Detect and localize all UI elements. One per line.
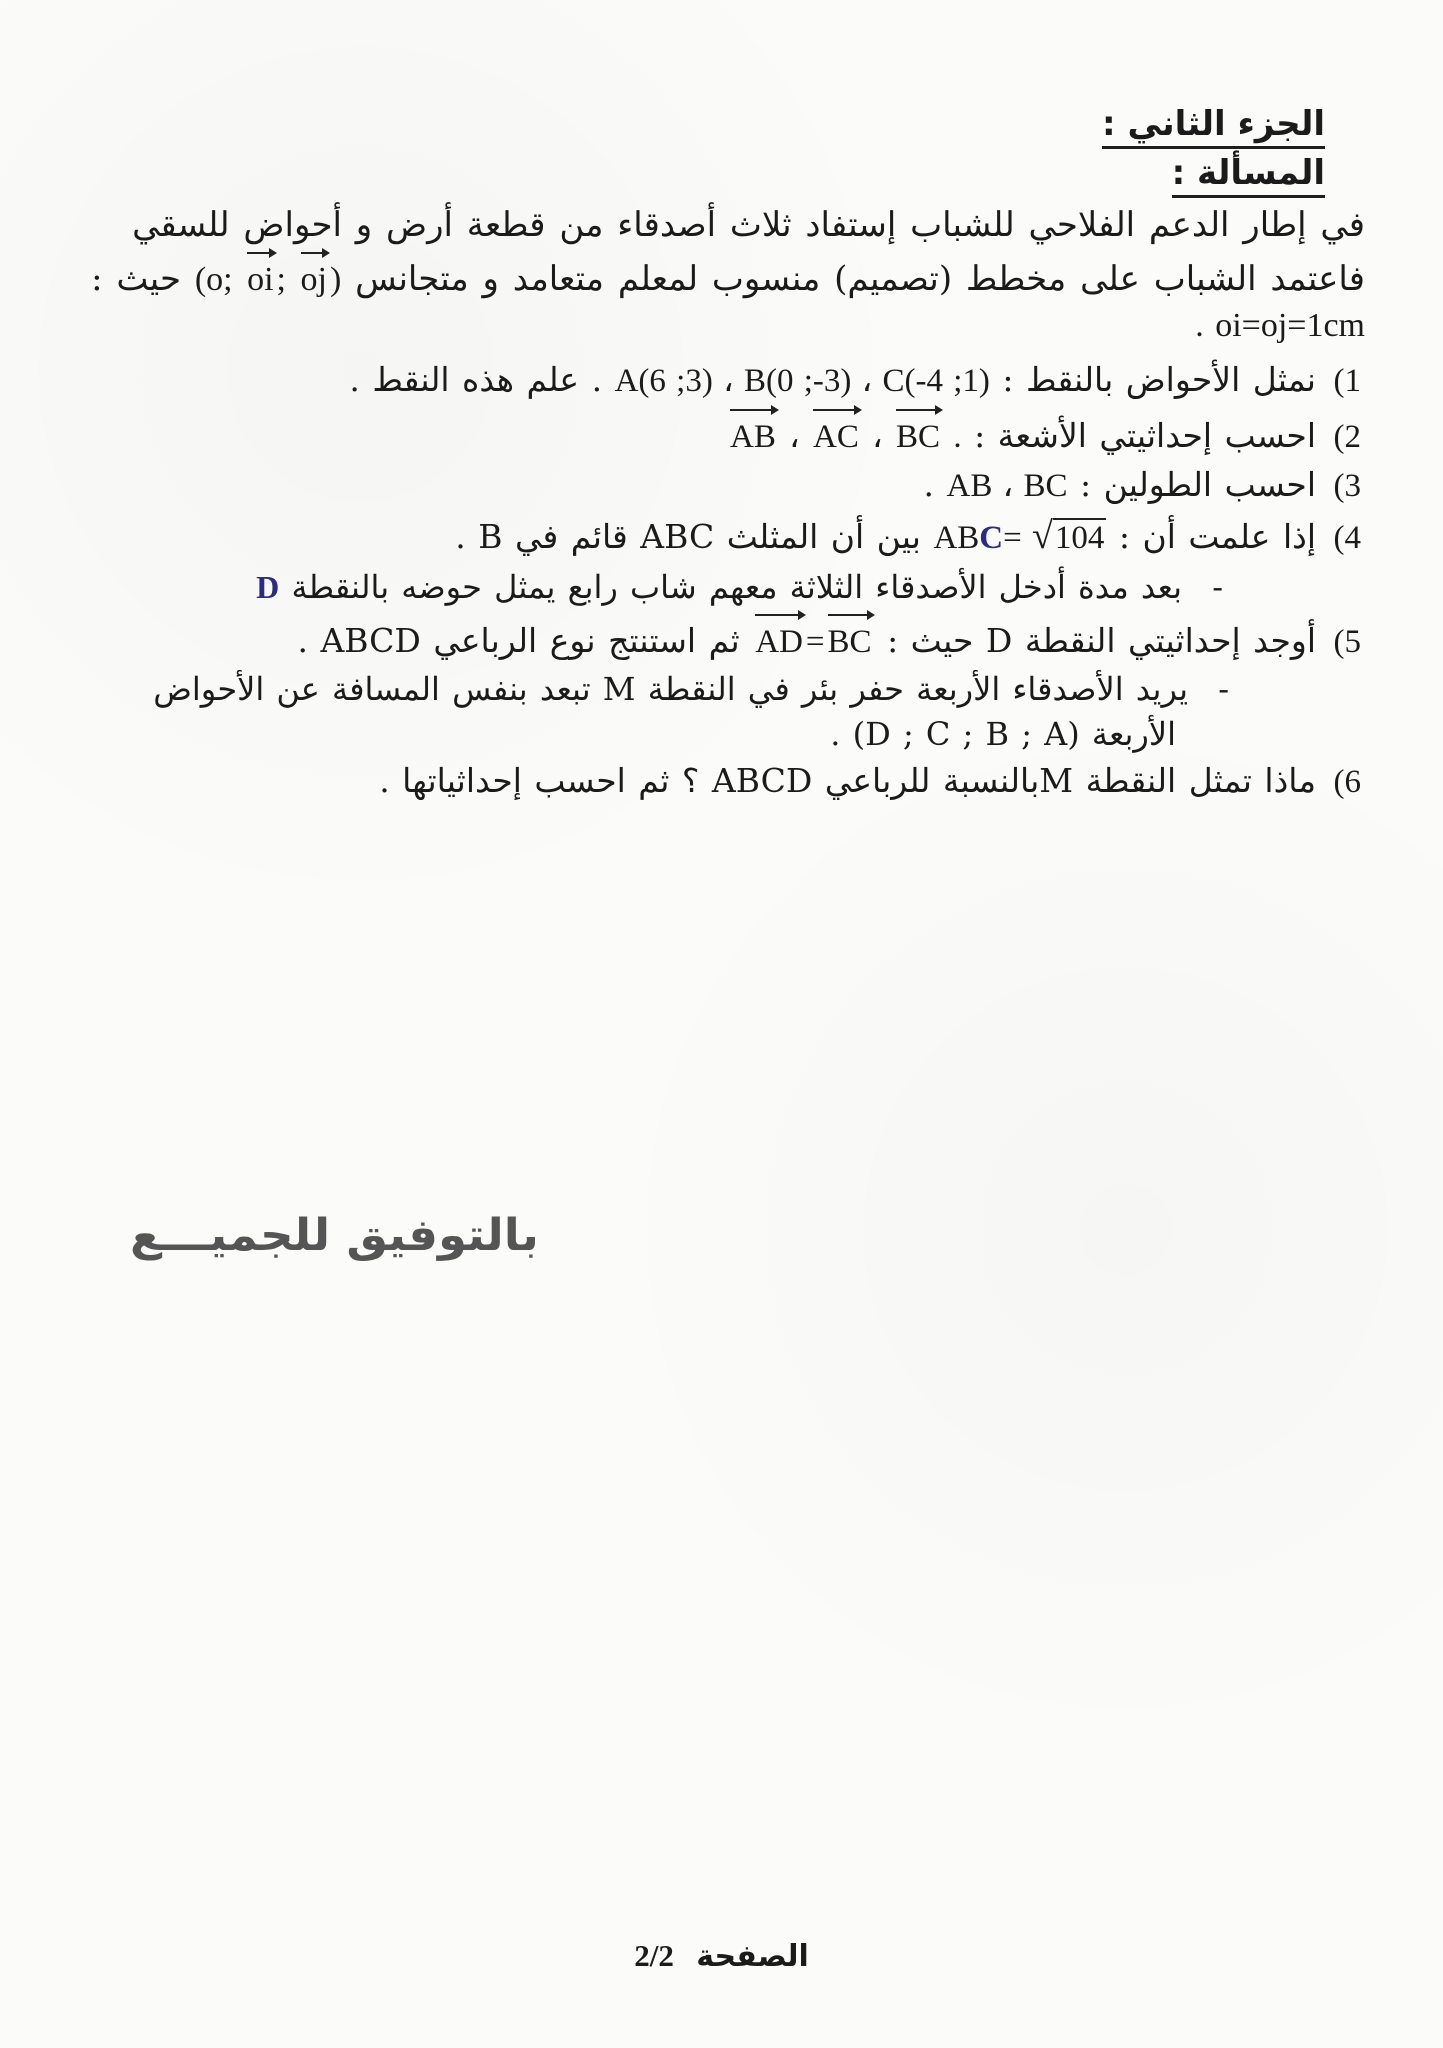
note-1-text: بعد مدة أدخل الأصدقاء الثلاثة معهم شاب رابع يمثل حوضه بالنقطة [291,568,1183,607]
intro-line-2 [91,249,1365,303]
question-5-number: 5) [1333,623,1361,660]
frame-close: ) [329,261,342,299]
problem-title: المسألة : [1172,154,1325,198]
frame-notation [195,249,341,303]
square-root-expression [1032,510,1106,564]
vector-ad: AD [755,611,803,666]
question-4-suffix: بين أن المثلث ABC قائم في B . [455,517,921,557]
frame-open: (o; [194,261,233,299]
square-root-radicand: 104 [1054,520,1105,557]
question-5-suffix: ثم استنتج نوع الرباعي ABCD . [297,620,740,660]
question-2-number: 2) [1333,418,1361,455]
vector-oj: oj [301,249,327,303]
equation-equals: = [1003,520,1022,557]
unit-length: . oi=oj=1cm [1195,306,1365,344]
question-6-text: ماذا تمثل النقطة Mبالنسبة للرباعي ABCD ؟ ثم احسب إحداثياتها . [379,760,1316,800]
problem-heading-wrap [111,154,1381,198]
question-6 [111,758,1361,806]
question-3-number: 3) [1333,467,1361,504]
vector-bc-2: BC [828,611,872,666]
page-number: 2/2 [634,1938,674,1973]
note-1-dash: - [1212,568,1223,607]
footer-label: الصفحة [696,1939,809,1974]
vector-equals: = [805,623,825,660]
vector-ac: AC [813,406,859,461]
equation-lhs: AB [933,520,980,557]
problem-intro [91,203,1365,349]
vector-sep-2: ، [872,418,883,455]
question-3-lengths: AB ، BC [946,467,1068,504]
question-6-number: 6) [1333,763,1361,800]
intro-line-1: في إطار الدعم الفلاحي للشباب إستفاد ثلاث أصدقاء من قطعة أرض و أحواض للسقي [132,205,1365,246]
question-5-text: أوجد إحداثيتي النقطة D حيث : [887,620,1316,660]
vector-oi: oi [247,249,273,303]
handwritten-point-d: D [256,569,280,606]
question-2-end: . [953,418,962,455]
closing-wish: بالتوفيق للجميـــع [130,1210,539,1261]
question-4-equation [933,510,1106,564]
part-title: الجزء الثاني : [1102,105,1325,149]
question-2-vectors [727,406,962,461]
intro-line-3 [125,303,1365,349]
question-4-number: 4) [1333,520,1361,557]
question-4 [111,510,1361,564]
exam-content [91,104,1381,806]
question-1-number: 1) [1333,362,1361,399]
intro-line-2-text: فاعتمد الشباب على مخطط (تصميم) منسوب لمعلم متعامد و متجانس [355,259,1365,300]
vector-bc: BC [896,406,940,461]
intro-line-2-suffix: حيث : [91,259,181,300]
question-5 [111,611,1361,666]
question-3 [111,462,1361,510]
question-4-text: إذا علمت أن : [1118,517,1316,557]
questions-list [111,357,1361,806]
note-fourth-friend [111,565,1223,610]
question-1-text: نمثل الأحواض بالنقط : [1002,359,1316,399]
question-2 [111,406,1361,461]
question-1-suffix: . علم هذه النقط . [349,359,603,399]
part-heading-wrap [111,105,1381,149]
note-well-point [89,667,1229,758]
question-3-end: . [923,464,934,504]
square-root-symbol: √ [1032,515,1053,558]
question-1-points: A(6 ;3) ، B(0 ;-3) ، C(-4 ;1) [614,362,990,399]
question-2-text: احسب إحداثيتي الأشعة : [974,415,1316,455]
page-footer [0,1938,1443,1974]
frame-separator: ; [276,261,286,299]
question-1 [111,357,1361,405]
vector-sep-1: ، [789,418,800,455]
note-2-text: يريد الأصدقاء الأربعة حفر بئر في النقطة M تبعد بنفس المسافة عن الأحواض [153,669,1189,708]
note-2-continuation: الأربعة (D ; C ; B ; A) . [830,715,1176,754]
question-3-text: احسب الطولين : [1080,464,1316,504]
handwritten-correction-c: C [979,520,1004,557]
vector-ab: AB [730,406,776,461]
note-2-dash: - [1218,669,1229,708]
question-5-vector-equation [752,611,874,666]
